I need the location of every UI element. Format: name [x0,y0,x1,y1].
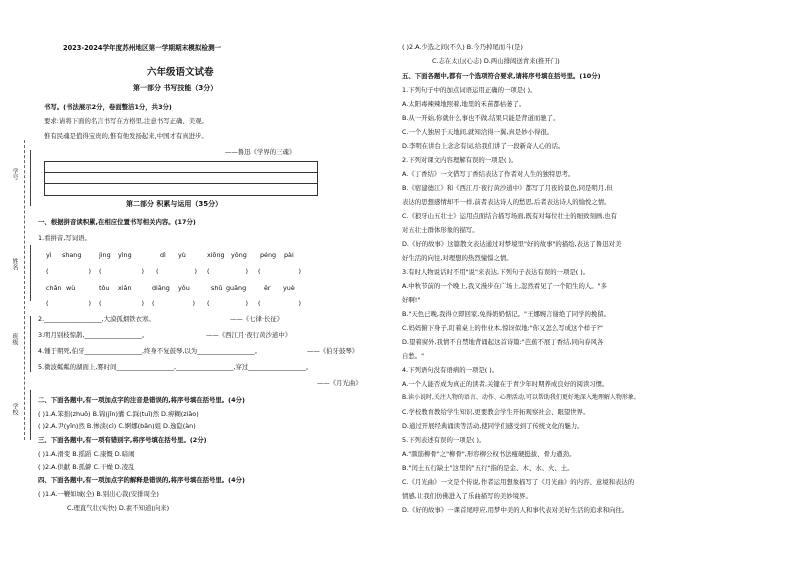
binding-label-school: 学校 [11,403,18,415]
s5-q1-a: A.太阳毒辣辣地照着,地里的禾苗都枯萎了。 [402,100,526,108]
answer-blank[interactable]: ( ) [46,267,91,275]
s5-q1-b: B.从一开始,你就什么事也不做,结果只能是背道而驰了。 [402,114,560,122]
s5-q3[interactable]: 3.有时人物说话时不用"说"来表达,下列句子表达有误的一项是( )。 [402,268,590,276]
py: ěr [264,284,271,292]
py: guāng [226,284,247,292]
s5-q5-c2: 情感,让我们仿佛进入了乐曲描写的美妙境界。 [402,492,532,500]
s5-q3-a2: 好啊!" [402,296,421,304]
py: dì [160,251,166,259]
py: yǒng [231,251,247,259]
binding-label-id: 学号 [11,168,18,180]
binding-blank-1[interactable] [30,150,31,206]
answer-blank[interactable]: ( ) [152,299,195,307]
py: yǒu [178,284,190,292]
s5-q3-a: A.中秋节前的一个晚上,我又漫步在广场上,忽然看见了一个陌生的人。"多 [402,282,608,290]
p1-source: ——鲁迅《学界的三魂》 [225,148,296,156]
part1-heading: 第一部分 书写技能（3分） [133,84,218,92]
s1-heading: 一、根据拼音读积累,在相应位置书写相关内容。(17分) [38,218,196,226]
py: shang [62,251,82,259]
answer-blank[interactable]: ( ) [99,267,144,275]
answer-blank[interactable]: ( ) [156,267,197,275]
s2-q1[interactable]: ( )1.A.笨拙(zhuō) B.锦(jǐn)囊 C.踩(tuǐ)然 D.痹糊(ziāo) [38,410,199,418]
s1-q3: 3.明月别枝惊鹊,__________________。 [38,331,149,339]
py: jìng [99,251,111,259]
s5-q5[interactable]: 5.下列表述有误的一项是( )。 [402,436,486,444]
py: xiǎn [118,284,132,292]
s5-q3-d: D.望着窗外,我情不自禁地背诵起这首诗篇:"芭蕉不展丁香结,同向春风各 [402,338,604,346]
binding-line [24,140,25,440]
s5-q2-d2: 好生活的向往,对理想的热烈憧憬之情。 [402,254,513,262]
s5-q2-c2: 对五壮士群体形象的描写。 [402,226,479,234]
s3-q1[interactable]: ( )1.A.滑变 B.摇蹈 C.康慨 D.暗闹 [38,450,135,458]
s5-q3-c: C.妈妈俯下身子,盯着桌上的作业本,惊讶似地:"你又怎么写成这个样子?" [402,324,603,332]
s5-q4-c: C.学校教育教给学生知识,更要教会学生开拓观察社会、眼望世界。 [402,408,590,416]
py: yù [178,251,186,259]
answer-blank[interactable]: ( ) [207,267,248,275]
s3-q2[interactable]: ( )2.A.供献 B.孤僻 C.干燥 D.凌乱 [38,463,135,471]
s4-q2[interactable]: ( )2.A.少选之间(不久) B.今乃掉尾而斗(是) [402,43,523,51]
s5-q2-c: C.《狼牙山五壮士》运用点面结合描写场面,既有对每位壮士的细致刻画,也有 [402,212,618,220]
answer-blank[interactable]: ( ) [207,299,248,307]
answer-blank[interactable]: ( ) [258,299,301,307]
s5-q2-d: D.《好的故事》这篇散文表达通过对梦境里"好的故事"的描绘,表达了鲁迅对美 [402,240,622,248]
s5-q4-a: A.一个人能否成为真正的读者,关键在于青少年时期养成良好的阅读习惯。 [402,380,609,388]
s1-q2-source: ——《七律·长征》 [230,315,284,323]
s5-q2-b: B.《宿建德江》和《西江月·夜行黄沙道中》都写了月夜的景色,同是明月,但 [402,184,613,192]
s1-q2: 2.__________________,大漠孤烟铁衣寒。 [38,315,155,323]
s5-q2[interactable]: 2.下列对课文内容理解有误的一项是( )。 [402,156,518,164]
writing-grid[interactable] [44,161,318,196]
py: shǔ [211,284,223,292]
s3-heading: 三、下面各题中,有一项有错别字,将序号填在括号里。(2分) [38,436,207,444]
py: xiōng [207,251,225,259]
binding-label-class: 班级 [11,333,18,345]
s5-q5-b: B."闰土五行缺土"这里的"五行"指的是金、木、水、火、土。 [402,464,574,472]
binding-blank-4[interactable] [30,390,31,440]
answer-blank[interactable]: ( ) [46,299,91,307]
answer-blank[interactable]: ( ) [258,267,301,275]
s2-q2[interactable]: ( )2.A.尹(yǐn)然 B.惨淡(cì) C.婀娜(bǎn)姐 D.逸隐(àn) [38,422,196,430]
s5-q4-d: D.通过开展经典诵读等活动,使同学们感受到了传统文化的魅力。 [402,422,584,430]
part2-heading: 第二部分 积累与运用（35分） [126,200,223,208]
p1-line2: 要求:请将下面的名言书写在方格里,注意书写正确、美观。 [44,117,208,125]
py: yì [46,251,52,259]
s5-q5-d: D.《好的故事》一课首尾呼应,用梦中美的人和事代表对美好生活的追求和向往。 [402,506,629,514]
grid-row-line [45,183,317,184]
s5-q1[interactable]: 1.下列句子中的加点词语运用正确的一项是( )。 [402,86,537,94]
exam-title: 2023-2024学年度苏州地区第一学期期末模拟检测一 [63,44,222,52]
s5-q1-c: C.一个人独居于天地间,就知洽得一翼,真是妙小得很。 [402,128,554,136]
exam-subtitle: 六年级语文试卷 [147,67,214,78]
binding-blank-2[interactable] [30,245,31,301]
answer-blank[interactable]: ( ) [99,299,144,307]
s1-q3-source: ——《西江月·夜行黄沙道中》 [206,331,292,339]
s2-heading: 二、下面各题中,有一项加点字的注音是错误的,将序号填在括号里。(4分) [38,396,245,404]
p1-quote: 惟有民魂是值得宝贵的,惟有他发扬起来,中国才有真进步。 [44,132,208,140]
s5-q3-b: B."天色已晚,我得立即回家,免得奶奶惦记。"王娜婉言谢绝了同学的挽留。 [402,310,611,318]
s5-q2-b2: 表达的思想感情却不一样,前者表达诗人的愁思,后者表达诗人的愉悦之情。 [402,198,611,206]
s5-q2-a: A.《丁香结》一文借写丁香结表达了作者对人生的独特思考。 [402,170,575,178]
py: péng [260,251,277,259]
s5-q5-c: C.《月光曲》一文是个传说,作者运用想象描写了《月光曲》的内容、意境和表达的 [402,478,635,486]
s5-q4[interactable]: 4.下列语句没有语病的一项是( )。 [402,366,499,374]
py: yuè [283,284,295,292]
s4-q1-cont: C.理直气壮(实快) D.素不知道(向来) [67,504,170,512]
s1-q1: 1.看拼音,写词语。 [38,234,91,242]
s1-q5: 5.微波粼粼的湖面上,雾时间__________________,__________________,穿过__________________。 [38,363,313,371]
binding-label-name: 姓名 [11,258,18,270]
py: pài [284,251,294,259]
grid-row-line [45,172,317,173]
s4-q2-cont: C.志在太山(心志) D.两山排闼送青来(推开门) [432,57,560,65]
s1-q4: 4.锺于期死,伯牙__________________,终身不复鼓琴,以为__________________。 [38,347,262,355]
s4-q1[interactable]: ( )1.A.一鞭如城(全) B.别出心裁(安排周全) [38,490,159,498]
s1-q5-source: ——《月光曲》 [317,379,362,387]
py: yìng [118,251,132,259]
py: chǎn [46,284,62,292]
s1-q4-source: ——《伯牙鼓琴》 [307,347,359,355]
s5-q5-a: A."颜筋柳骨"之"柳骨",形容柳公权书法瘦硬挺拔、骨力遒劲。 [402,450,576,458]
py: tōu [99,284,110,292]
py: wù [66,284,76,292]
s5-q4-b: B.读小说时,关注人物的语言、动作、心理活动,可以帮助我们更好地深入地理解人物形象。 [402,394,640,401]
s4-heading: 四、下面各题中,有一项加点字的解释是错误的,将序号填在括号里。(4分) [38,476,245,484]
s5-q1-d: D.李明在讲台上念念有词,给我们讲了一段新奇人心的话。 [402,142,565,150]
s5-heading: 五、下面各题中,都有一个选项符合要求,请将序号填在括号里。(10分) [402,72,601,80]
p1-line1: 书写。(书法展示2分，卷面整洁1分，共3分) [44,103,172,111]
s5-q3-d2: 自愁。" [402,352,425,360]
binding-blank-3[interactable] [30,316,31,372]
py: diāng [152,284,170,292]
